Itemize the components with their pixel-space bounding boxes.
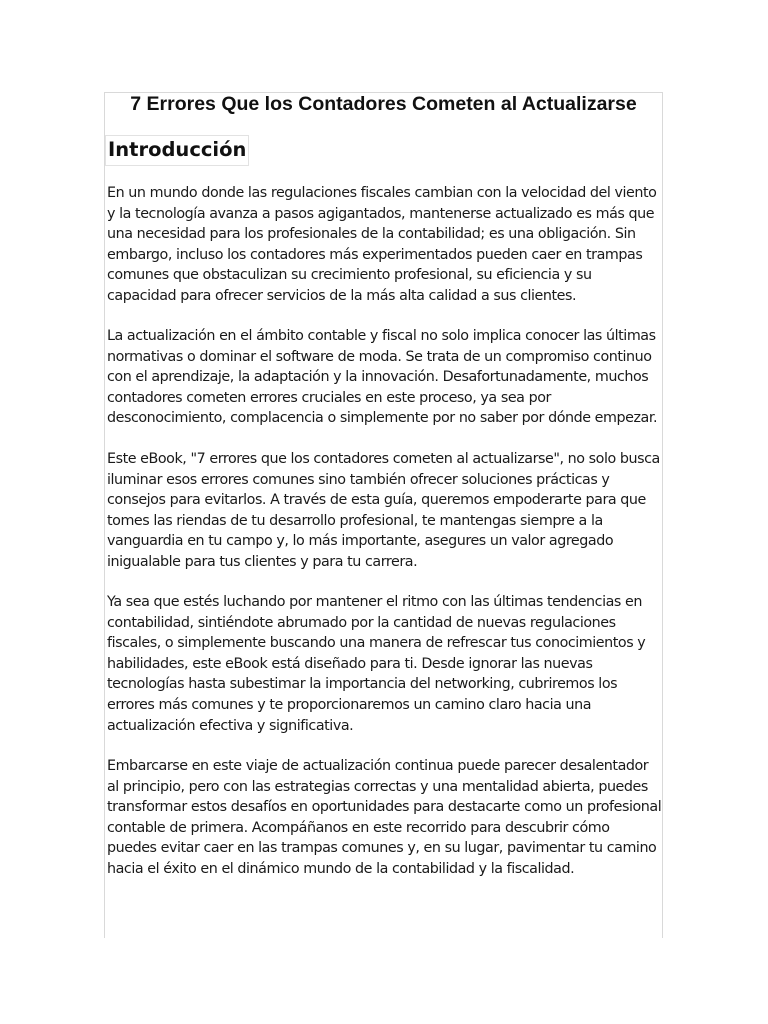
intro-paragraph-4: Ya sea que estés luchando por mantener el ritmo con las últimas tendencias en contabilidad, sintiéndote abrumado por la cantidad de nuevas regulaciones fiscales, o simplemente buscando una manera de refrescar tus conocimientos y habilidades, este eBook está diseñado para ti. Desde ignorar las nuevas tecnologías hasta subestimar la importancia del networking, cubriremos los errores más comunes y te proporcionaremos un camino claro hacia una actualización efectiva y significativa. xyxy=(107,594,646,734)
intro-paragraph-5: Embarcarse en este viaje de actualización continua puede parecer desalentador al principio, pero con las estrategias correctas y una mentalidad abierta, puedes transformar estos desafíos en oportunidades para destacarte como un profesional contable de primera. Acompáñanos en este recorrido para descubrir cómo puedes evitar caer en las trampas comunes y, en su lugar, pavimentar tu camino hacia el éxito en el dinámico mundo de la contabilidad y la fiscalidad. xyxy=(107,758,662,877)
document-title: 7 Errores Que los Contadores Cometen al Actualizarse xyxy=(130,93,637,115)
intro-paragraph-3: Este eBook, "7 errores que los contadores cometen al actualizarse", no solo busca iluminar esos errores comunes sino también ofrecer soluciones prácticas y consejos para evitarlos. A través de esta guía, queremos empoderarte para que tomes las riendas de tu desarrollo profesional, te mantengas siempre a la vanguardia en tu campo y, lo más importante, asegures un valor agregado inigualable para tus clientes y para tu carrera. xyxy=(107,451,660,570)
intro-paragraph-2: La actualización en el ámbito contable y fiscal no solo implica conocer las últimas normativas o dominar el software de moda. Se trata de un compromiso continuo con el aprendizaje, la adaptación y la innovación. Desafortunadamente, muchos contadores cometen errores cruciales en este proceso, ya sea por desconocimiento, complacencia o simplemente por no saber por dónde empezar. xyxy=(107,328,658,427)
section-heading-introduccion: Introducción xyxy=(105,135,249,166)
intro-paragraph-1: En un mundo donde las regulaciones fiscales cambian con la velocidad del viento y la tecnología avanza a pasos agigantados, mantenerse actualizado es más que una necesidad para los profesionales de la contabilidad; es una obligación. Sin embargo, incluso los contadores más experimentados pueden caer en trampas comunes que obstaculizan su crecimiento profesional, su eficiencia y su capacidad para ofrecer servicios de la más alta calidad a sus clientes. xyxy=(107,185,657,304)
